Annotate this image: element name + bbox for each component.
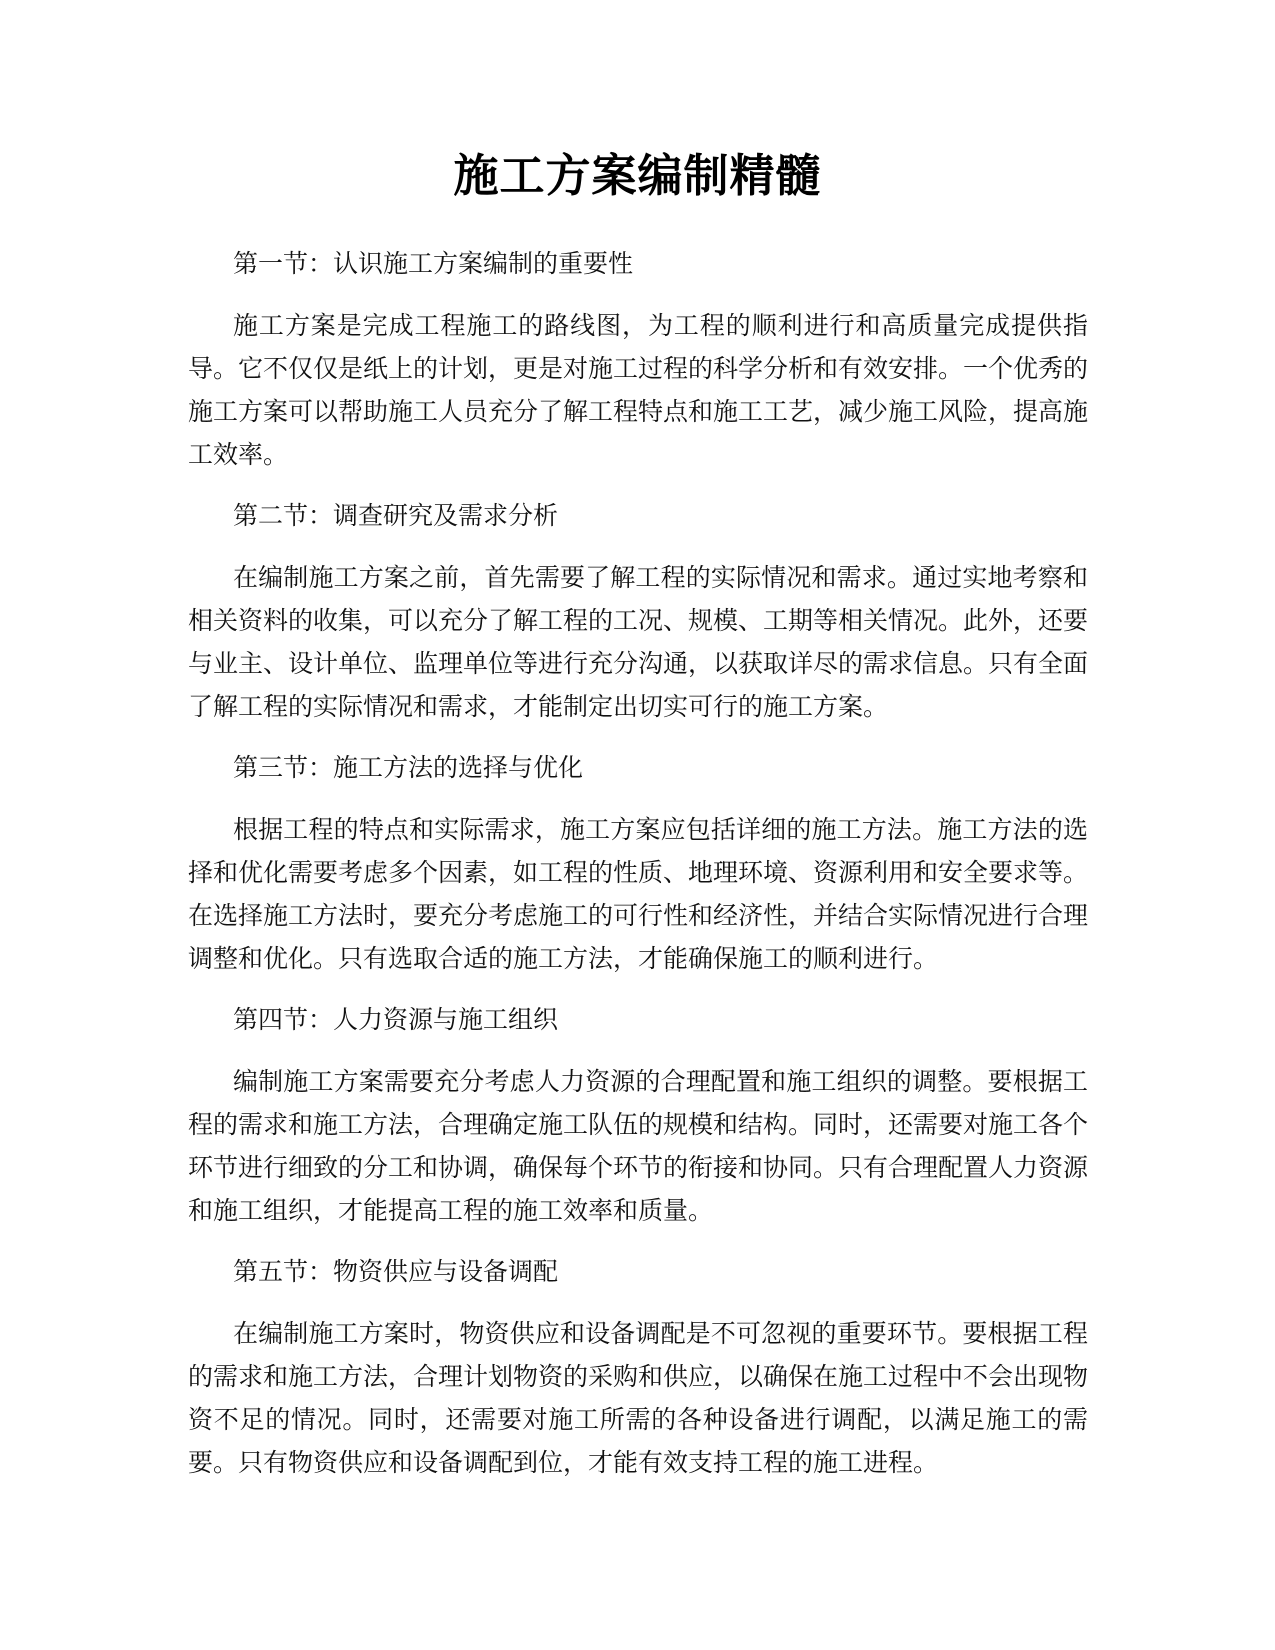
section-2 bbox=[188, 494, 1088, 728]
section-paragraph: 施工方案是完成工程施工的路线图，为工程的顺利进行和高质量完成提供指导。它不仅仅是纸上的计划，更是对施工过程的科学分析和有效安排。一个优秀的施工方案可以帮助施工人员充分了解工程特点和施工工艺，减少施工风险，提高施工效率。 bbox=[188, 311, 1089, 469]
section-1 bbox=[188, 242, 1088, 476]
section-heading: 第三节：施工方法的选择与优化 bbox=[233, 753, 584, 782]
section-paragraph: 在编制施工方案之前，首先需要了解工程的实际情况和需求。通过实地考察和相关资料的收集，可以充分了解工程的工况、规模、工期等相关情况。此外，还要与业主、设计单位、监理单位等进行充分沟通，以获取详尽的需求信息。只有全面了解工程的实际情况和需求，才能制定出切实可行的施工方案。 bbox=[188, 563, 1089, 721]
section-paragraph: 编制施工方案需要充分考虑人力资源的合理配置和施工组织的调整。要根据工程的需求和施工方法，合理确定施工队伍的规模和结构。同时，还需要对施工各个环节进行细致的分工和协调，确保每个环节的衔接和协同。只有合理配置人力资源和施工组织，才能提高工程的施工效率和质量。 bbox=[188, 1067, 1089, 1225]
section-heading: 第四节：人力资源与施工组织 bbox=[233, 1005, 559, 1034]
document-body bbox=[188, 242, 1088, 1502]
section-4 bbox=[188, 998, 1088, 1232]
document-title: 施工方案编制精髓 bbox=[453, 149, 822, 202]
section-paragraph: 根据工程的特点和实际需求，施工方案应包括详细的施工方法。施工方法的选择和优化需要考虑多个因素，如工程的性质、地理环境、资源利用和安全要求等。在选择施工方法时，要充分考虑施工的可行性和经济性，并结合实际情况进行合理调整和优化。只有选取合适的施工方法，才能确保施工的顺利进行。 bbox=[188, 815, 1089, 973]
section-paragraph: 在编制施工方案时，物资供应和设备调配是不可忽视的重要环节。要根据工程的需求和施工方法，合理计划物资的采购和供应，以确保在施工过程中不会出现物资不足的情况。同时，还需要对施工所需的各种设备进行调配，以满足施工的需要。只有物资供应和设备调配到位，才能有效支持工程的施工进程。 bbox=[188, 1319, 1089, 1477]
section-5 bbox=[188, 1250, 1088, 1484]
section-heading: 第二节：调查研究及需求分析 bbox=[233, 501, 559, 530]
section-3 bbox=[188, 746, 1088, 980]
section-heading: 第五节：物资供应与设备调配 bbox=[233, 1257, 559, 1286]
section-heading: 第一节：认识施工方案编制的重要性 bbox=[233, 249, 634, 278]
